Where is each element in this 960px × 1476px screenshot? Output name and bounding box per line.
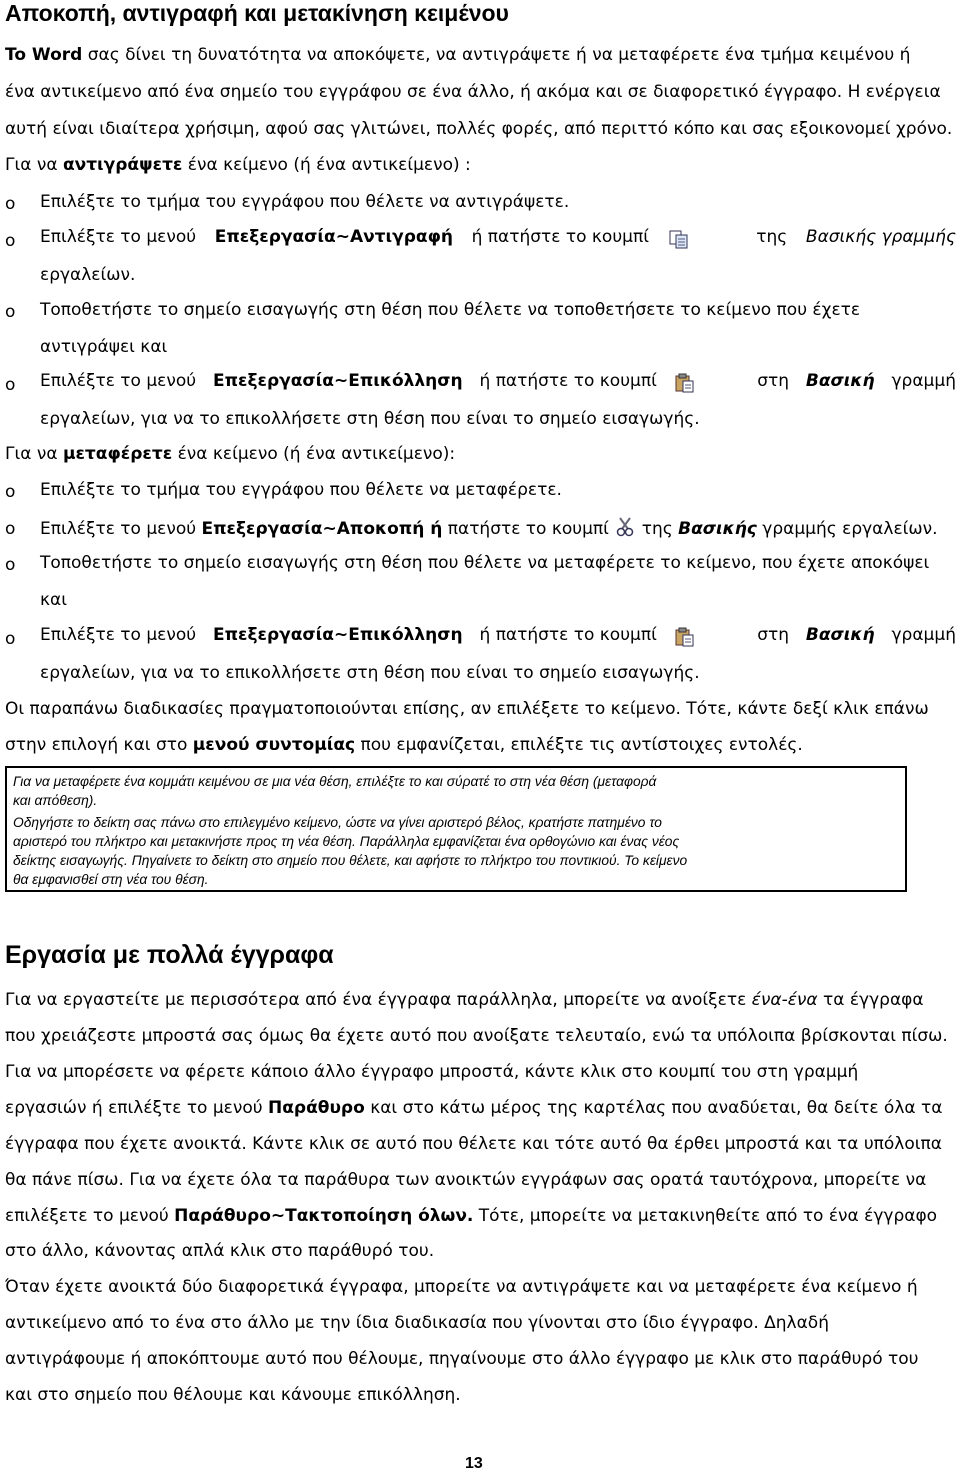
s2-p2-line-6: στο άλλο, κάνοντας απλά κλικ στο παράθυρό του. (5, 1241, 435, 1261)
move-step-3: Τοποθετήστε το σημείο εισαγωγής στη θέση που θέλετε να μεταφέρετε το κείμενο, που έχετε αποκόψει (40, 553, 930, 573)
menu-edit-paste: Επεξεργασία~Επικόλληση (212, 625, 463, 645)
copy-step-3: Τοποθετήστε το σημείο εισαγωγής στη θέση που θέλετε να τοποθετήσετε το κείμενο που έχετε (40, 300, 861, 320)
copy-step-1: Επιλέξτε το τμήμα του εγγράφου που θέλετε να αντιγράψετε. (40, 192, 570, 212)
bullet: o (5, 629, 16, 649)
page-number: 13 (465, 1455, 483, 1472)
bullet: o (5, 555, 16, 575)
intro-line-3: αυτή είναι ιδιαίτερα χρήσιμη, αφού σας γλιτώνει, πολλές φορές, από περιττό κόπο και σας εξοικονομεί χρόνο. (5, 119, 953, 139)
word-label: To Word (5, 45, 83, 65)
move-step-4: Επιλέξτε το μενού Επεξεργασία~Επικόλληση ή πατήστε το κουμπί στη Βασική γραμμή (40, 625, 956, 645)
paste-icon (674, 373, 696, 393)
s2-p2-line-5: επιλέξετε το μενού Παράθυρο~Τακτοποίηση όλων. Τότε, μπορείτε να μετακινηθείτε από το ένα έγγραφο (5, 1206, 938, 1226)
bullet: o (5, 519, 16, 539)
s2-p3-line-2: αντικείμενο από το ένα στο άλλο με την ίδια διαδικασία που γίνονται στο ίδιο έγγραφο. Δηλαδή (5, 1313, 829, 1333)
move-step-3-cont: και (40, 590, 67, 610)
paste-icon (674, 627, 696, 647)
copy-step-2: Επιλέξτε το μενού Επεξεργασία~Αντιγραφή ή πατήστε το κουμπί της Βασικής γραμμής (40, 227, 956, 247)
s2-p2-line-1: Για να μπορέσετε να φέρετε κάποιο άλλο έγγραφο μπροστά, κάντε κλικ στο κουμπί του στη γραμμή (5, 1062, 859, 1082)
bullet: o (5, 302, 16, 322)
bullet: o (5, 231, 16, 251)
s2-p3-line-1: Όταν έχετε ανοικτά δύο διαφορετικά έγγραφα, μπορείτε να αντιγράψετε και να μεταφέρετε ένα κείμενο ή (5, 1277, 918, 1297)
menu-edit-cut: Επεξεργασία~Αποκοπή ή (201, 519, 443, 539)
cut-icon (614, 517, 636, 537)
bullet: o (5, 482, 16, 502)
s2-p2-line-3: έγγραφα που έχετε ανοικτά. Κάντε κλικ σε αυτό που θέλετε και τότε αυτό θα έρθει μπροστά και τα υπόλοιπα (5, 1134, 942, 1154)
copy-step-2-cont: εργαλείων. (40, 265, 136, 285)
intro-line-2: ένα αντικείμενο από ένα σημείο του εγγράφου σε ένα άλλο, ή ακόμα και σε διαφορετικό έγγραφο. Η ενέργεια (5, 82, 941, 102)
note-line-6: θα εμφανισθεί στη νέα του θέση. (13, 872, 209, 887)
context-line-1: Οι παραπάνω διαδικασίες πραγματοποιούνται επίσης, αν επιλέξετε το κείμενο. Τότε, κάντε δεξί κλικ επάνω (5, 699, 929, 719)
note-line-5: δείκτης εισαγωγής. Πηγαίνετε το δείκτη στο σημείο που θέλετε, και αφήστε το πλήκτρο του ποντικιού. Το κείμενο (13, 853, 688, 868)
copy-icon (668, 229, 690, 249)
note-line-1: Για να μεταφέρετε ένα κομμάτι κειμένου σε μια νέα θέση, επιλέξτε το και σύρατέ το στη νέα θέση (μεταφορά (13, 774, 657, 789)
copy-step-3-cont: αντιγράψει και (40, 337, 168, 357)
s2-p2-line-2: εργασιών ή επιλέξτε το μενού Παράθυρο και στο κάτω μέρος της καρτέλας που αναδύεται, θα δείτε όλα τα (5, 1098, 943, 1118)
menu-edit-paste: Επεξεργασία~Επικόλληση (212, 371, 463, 391)
move-step-4-cont: εργαλείων, για να το επικολλήσετε στη θέση που είναι το σημείο εισαγωγής. (40, 663, 700, 683)
move-step-1: Επιλέξτε το τμήμα του εγγράφου που θέλετε να μεταφέρετε. (40, 480, 562, 500)
move-step-2: Επιλέξτε το μενού Επεξεργασία~Αποκοπή ή πατήστε το κουμπί της Βασικής γραμμής εργαλείων. (40, 519, 938, 539)
s2-p3-line-4: και στο σημείο που θέλουμε και κάνουμε επικόλληση. (5, 1385, 461, 1405)
copy-step-4-cont: εργαλείων, για να το επικολλήσετε στη θέση που είναι το σημείο εισαγωγής. (40, 409, 700, 429)
note-line-4: αριστερό του πλήκτρο και μετακινήστε προς τη νέα θέση. Παράλληλα εμφανίζεται ένα ορθογώνιο και ένας νέος (13, 834, 680, 849)
copy-step-4: Επιλέξτε το μενού Επεξεργασία~Επικόλληση ή πατήστε το κουμπί στη Βασική γραμμή (40, 371, 956, 391)
section-title-cut-copy-move: Αποκοπή, αντιγραφή και μετακίνηση κειμένου (5, 0, 509, 26)
copy-heading: Για να αντιγράψετε ένα κείμενο (ή ένα αντικείμενο) : (5, 155, 471, 175)
s2-p2-line-4: θα πάνε πίσω. Για να έχετε όλα τα παράθυρα των ανοικτών εγγράφων σας ορατά ταυτόχρονα, μπορείτε να (5, 1170, 927, 1190)
menu-edit-copy: Επεξεργασία~Αντιγραφή (214, 227, 453, 247)
intro-line-1: To Word σας δίνει τη δυνατότητα να αποκόψετε, να αντιγράψετε ή να μεταφέρετε ένα τμήμα κειμένου ή (5, 45, 911, 65)
section-title-multiple-docs: Εργασία με πολλά έγγραφα (5, 941, 334, 969)
bullet: o (5, 375, 16, 395)
s2-p1-line-1: Για να εργαστείτε με περισσότερα από ένα έγγραφα παράλληλα, μπορείτε να ανοίξετε ένα-ένα τα έγγραφα (5, 990, 924, 1010)
context-line-2: στην επιλογή και στο μενού συντομίας που εμφανίζεται, επιλέξτε τις αντίστοιχες εντολές. (5, 735, 803, 755)
note-box (5, 766, 907, 892)
document-page (5, 0, 956, 1476)
note-line-3: Οδηγήστε το δείκτη σας πάνω στο επιλεγμένο κείμενο, ώστε να γίνει αριστερό βέλος, κρατήστε πατημένο το (13, 815, 662, 830)
s2-p3-line-3: αντιγράφουμε ή αποκόπτουμε αυτό που θέλουμε, πηγαίνουμε στο άλλο έγγραφο με κλικ στο παράθυρό του (5, 1349, 919, 1369)
bullet: o (5, 194, 16, 214)
s2-p1-line-2: που χρειάζεστε μπροστά σας όμως θα έχετε αυτό που ανοίξατε τελευταίο, ενώ τα υπόλοιπα βρίσκονται πίσω. (5, 1026, 948, 1046)
note-line-2: και απόθεση). (13, 793, 98, 808)
move-heading: Για να μεταφέρετε ένα κείμενο (ή ένα αντικείμενο): (5, 444, 456, 464)
